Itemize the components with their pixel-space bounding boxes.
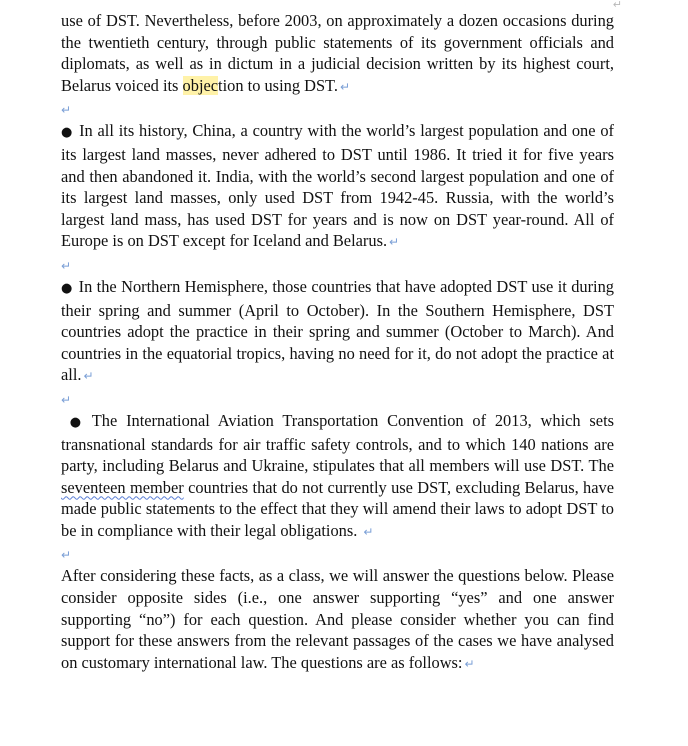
paragraph-text: tion to using DST. — [218, 75, 338, 95]
paragraph-belarus-objection[interactable] — [61, 10, 614, 98]
paragraph-mark-icon: ↵ — [61, 103, 72, 118]
bullet-paragraph-aviation-convention[interactable] — [61, 410, 614, 544]
paragraph-text: countries that do not currently use DST, excluding Belarus, have made public statements to the effect that they will amend their laws to adopt DST to be in compliance with their legal obligations. — [61, 477, 614, 540]
paragraph-class-questions[interactable] — [61, 565, 614, 675]
document-body — [61, 10, 614, 675]
bullet-icon: ● — [61, 280, 73, 296]
paragraph-text: use of DST. Nevertheless, before 2003, on approximately a dozen occasions during the twentieth century, through public statements of its government officials and diplomats, as well as in dictum in a judicial decision written by its highest court, Belarus voiced its — [61, 11, 614, 95]
paragraph-text: After considering these facts, as a class, we will answer the questions below. Please consider opposite sides (i.e., one answer supporting “yes” and one answer supporting “no”) for each question. And please consider whether you can find support for these answers from the relevant passages of the cases we have analysed on customary international law. The questions are as follows: — [61, 566, 614, 672]
paragraph-mark-icon: ↵ — [363, 524, 374, 539]
empty-paragraph[interactable] — [61, 543, 614, 565]
paragraph-mark-icon: ↵ — [464, 656, 475, 671]
paragraph-mark-icon: ↵ — [61, 392, 72, 407]
empty-paragraph[interactable] — [61, 98, 614, 120]
paragraph-text: In the Northern Hemisphere, those countries that have adopted DST use it during their spring and summer (April to October). In the Southern Hemisphere, DST countries adopt the practice in their spring and summer (October to March). And countries in the equatorial tropics, having no need for it, do not adopt the practice at all. — [61, 276, 614, 385]
paragraph-mark-icon: ↵ — [339, 79, 351, 94]
empty-paragraph[interactable] — [61, 254, 614, 276]
bullet-paragraph-hemispheres[interactable] — [61, 276, 614, 388]
empty-paragraph[interactable] — [61, 388, 614, 410]
paragraph-mark-icon: ↵ — [83, 369, 94, 384]
paragraph-mark-icon: ↵ — [389, 235, 400, 250]
paragraph-mark-icon: ↵ — [612, 0, 622, 11]
bullet-icon: ● — [65, 414, 86, 430]
grammar-squiggle[interactable]: seventeen member — [61, 477, 184, 497]
paragraph-text: The International Aviation Transportation Convention of 2013, which sets transnational standards for air traffic safety controls, and to which 140 nations are party, including Belarus and Ukraine, stipulates that all members will use DST. The — [61, 410, 615, 476]
bullet-icon: ● — [61, 125, 74, 141]
paragraph-mark-icon: ↵ — [61, 258, 72, 273]
search-highlight: objec — [182, 75, 219, 95]
paragraph-mark-icon: ↵ — [61, 548, 72, 563]
paragraph-text: In all its history, China, a country with the world’s largest population and one of its largest land masses, never adhered to DST until 1986. It tried it for five years and then abandoned it. India, with the world’s second largest population and one of its largest land masses, only used DST from 1942-45. Russia, with the world’s largest land mass, has used DST for years and is now on DST year-round. All of Europe is on DST except for Iceland and Belarus. — [61, 121, 614, 251]
bullet-paragraph-china[interactable] — [61, 120, 614, 254]
